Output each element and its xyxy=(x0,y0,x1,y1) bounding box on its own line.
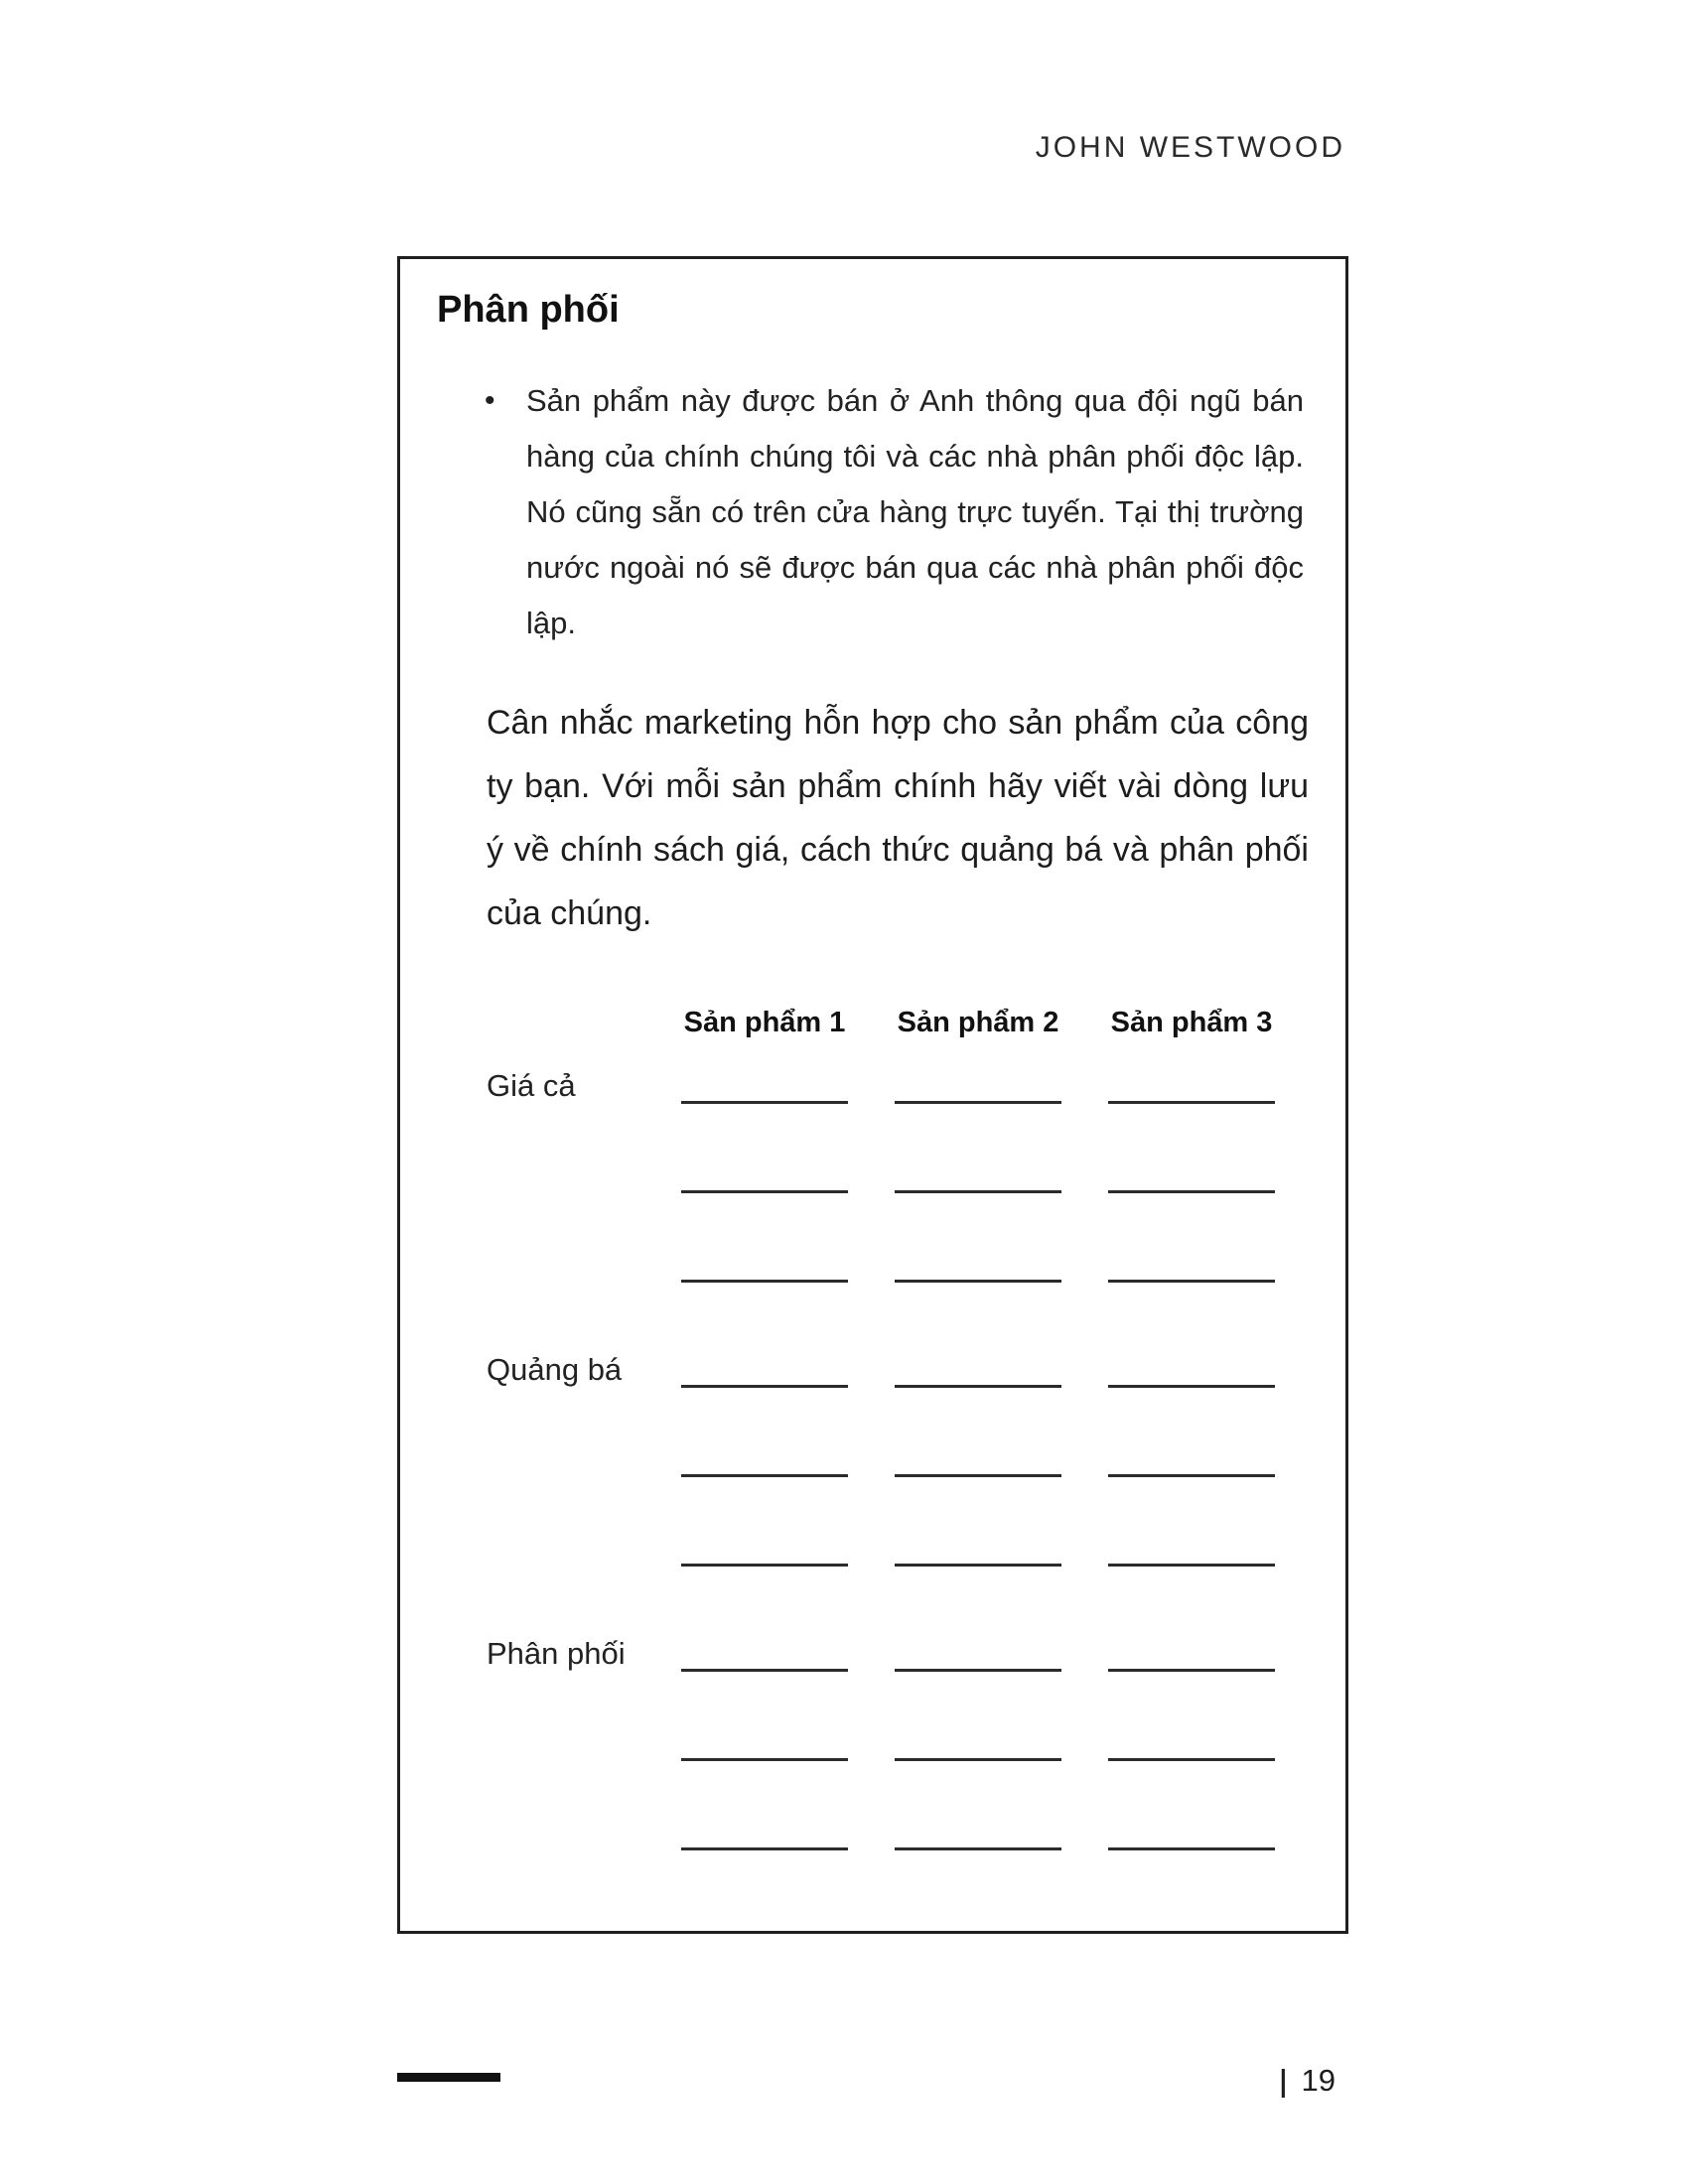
intro-paragraph: Cân nhắc marketing hỗn hợp cho sản phẩm của công ty bạn. Với mỗi sản phẩm chính hãy viết vài dòng lưu ý về chính sách giá, cách thức quảng bá và phân phối của chúng. xyxy=(487,704,1309,932)
fill-in-line xyxy=(895,1190,1061,1193)
page-number xyxy=(1279,2063,1336,2099)
row-label-price: Giá cả xyxy=(487,1068,576,1103)
worksheet-table xyxy=(487,1007,1315,1852)
fill-in-line xyxy=(681,1758,848,1761)
fill-in-line xyxy=(895,1758,1061,1761)
table-row xyxy=(487,1056,1315,1106)
fill-in-line xyxy=(681,1669,848,1672)
table-row xyxy=(487,1106,1315,1195)
fill-in-line xyxy=(1108,1847,1275,1850)
box-title: Phân phối xyxy=(437,289,620,331)
worksheet-group-distribution xyxy=(487,1584,1315,1852)
table-row xyxy=(487,1300,1315,1390)
fill-in-line xyxy=(895,1669,1061,1672)
column-header-2: Sản phẩm 2 xyxy=(897,1007,1059,1038)
bullet-item xyxy=(485,373,1304,651)
row-label-distribution: Phân phối xyxy=(487,1636,626,1671)
fill-in-line xyxy=(681,1564,848,1567)
fill-in-line xyxy=(681,1847,848,1850)
worksheet-group-price xyxy=(487,1056,1315,1285)
fill-in-line xyxy=(681,1385,848,1388)
fill-in-line xyxy=(1108,1669,1275,1672)
content-box xyxy=(397,256,1348,1934)
column-header-3: Sản phẩm 3 xyxy=(1110,1007,1273,1038)
fill-in-line xyxy=(895,1474,1061,1477)
fill-in-line xyxy=(681,1190,848,1193)
fill-in-line xyxy=(895,1385,1061,1388)
fill-in-line xyxy=(1108,1280,1275,1283)
table-row xyxy=(487,1195,1315,1285)
fill-in-line xyxy=(681,1101,848,1104)
table-row xyxy=(487,1390,1315,1479)
table-row xyxy=(487,1479,1315,1569)
fill-in-line xyxy=(895,1101,1061,1104)
footer-rule xyxy=(397,2073,500,2082)
fill-in-line xyxy=(1108,1101,1275,1104)
fill-in-line xyxy=(1108,1385,1275,1388)
page-number-value: 19 xyxy=(1301,2063,1336,2098)
fill-in-line xyxy=(895,1564,1061,1567)
column-header-1: Sản phẩm 1 xyxy=(683,1007,846,1038)
author-header: JOHN WESTWOOD xyxy=(1035,131,1345,164)
fill-in-line xyxy=(1108,1190,1275,1193)
page-number-separator: | xyxy=(1279,2063,1287,2098)
worksheet-header-row xyxy=(487,1007,1315,1056)
row-label-promotion: Quảng bá xyxy=(487,1352,623,1387)
fill-in-line xyxy=(1108,1758,1275,1761)
fill-in-line xyxy=(1108,1474,1275,1477)
fill-in-line xyxy=(895,1280,1061,1283)
bullet-marker: • xyxy=(485,384,495,417)
table-row xyxy=(487,1584,1315,1674)
fill-in-line xyxy=(895,1847,1061,1850)
fill-in-line xyxy=(1108,1564,1275,1567)
fill-in-line xyxy=(681,1474,848,1477)
worksheet-group-promotion xyxy=(487,1300,1315,1569)
table-row xyxy=(487,1674,1315,1763)
table-row xyxy=(487,1763,1315,1852)
fill-in-line xyxy=(681,1280,848,1283)
bullet-paragraph: Sản phẩm này được bán ở Anh thông qua đội ngũ bán hàng của chính chúng tôi và các nhà phân phối độc lập. Nó cũng sẵn có trên cửa hàng trực tuyến. Tại thị trường nước ngoài nó sẽ được bán qua các nhà phân phối độc lập. xyxy=(526,383,1304,640)
